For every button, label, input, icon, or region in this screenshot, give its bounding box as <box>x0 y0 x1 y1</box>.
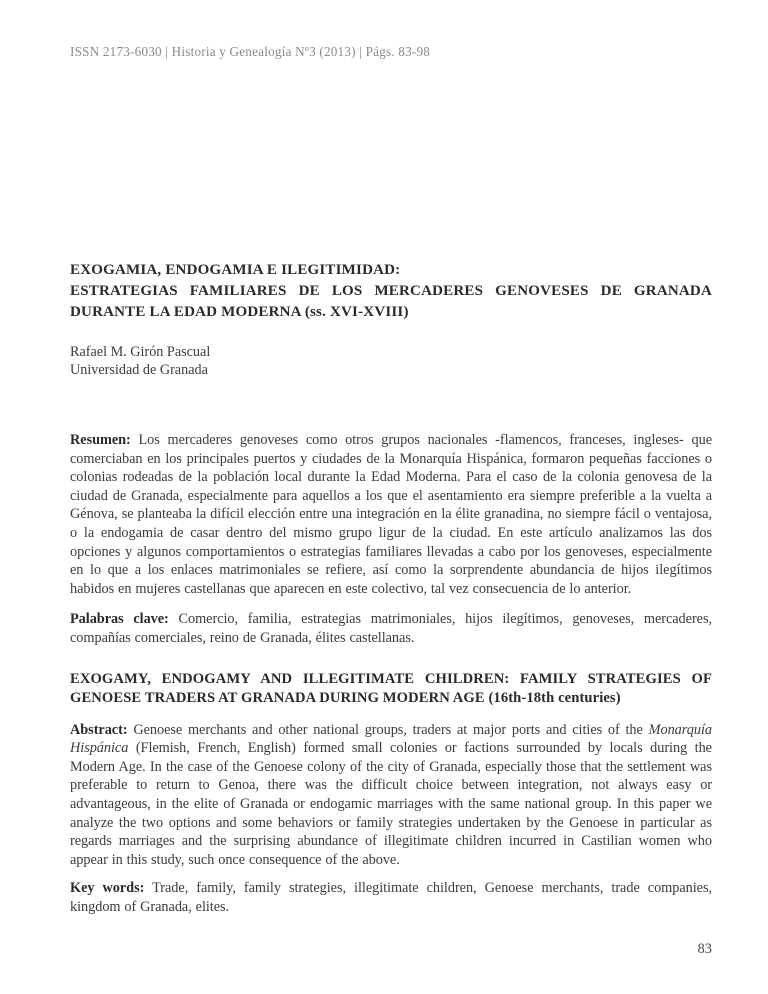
author-name: Rafael M. Girón Pascual <box>70 344 211 360</box>
journal-issn-header: ISSN 2173-6030 | Historia y Genealogía Nº3 (2013) | Págs. 83-98 <box>70 44 431 59</box>
article-title-es-line2: ESTRATEGIAS FAMILIARES DE LOS MERCADERES GENOVESES DE GRANADA DURANTE LA EDAD MODERNA (ss. XVI-XVIII) <box>70 283 712 320</box>
palabras-clave-paragraph <box>70 610 712 647</box>
article-title-es <box>70 260 712 323</box>
abstract-text-post: (Flemish, French, English) formed small colonies or factions surrounded by locals during the Modern Age. In the case of the Genoese colony of the city of Granada, especially those that the settlement was preferable to return to Genoa, there was the difficult choice between integration, not always easy or advantageous, in the elite of Granada or endogamic marriages with the same national group. In this paper we analyze the two options and some behaviors or family strategies undertaken by the Genoese in particular as regards marriages and the surprising abundance of illegitimate children incurred in Castilian women who appear in this study, such once consequence of the above. <box>70 740 712 868</box>
abstract-text-pre: Genoese merchants and other national groups, traders at major ports and cities of the <box>133 721 643 738</box>
article-title-en: EXOGAMY, ENDOGAMY AND ILLEGITIMATE CHILDREN: FAMILY STRATEGIES OF GENOESE TRADERS AT GRANADA DURING MODERN AGE (16th-18th centuries) <box>70 670 712 707</box>
abstract-label: Abstract: <box>70 721 128 738</box>
abstract-paragraph <box>70 721 712 870</box>
resumen-label: Resumen: <box>70 432 131 448</box>
resumen-text: Los mercaderes genoveses como otros grupos nacionales -flamencos, franceses, ingleses- que comerciaban en los principales puertos y ciudades de la Monarquía Hispánica, formaron pequeñas facciones o colonias rodeadas de la población local durante la Edad Moderna. Para el caso de la colonia genovesa de la ciudad de Granada, especialmente para aquellos a los que el asentamiento era siempre preferible a la vuelta a Génova, se planteaba la difícil elección entre una integración en la élite granadina, no siempre fácil o ventajosa, o la endogamia de casar dentro del mismo grupo ligur de la ciudad. En este artículo analizamos las dos opciones y algunos comportamientos o estrategias familiares llevadas a cabo por los genoveses, especialmente en lo que a los enlaces matrimoniales se refiere, así como la sorprendente abundancia de hijos ilegítimos habidos en mujeres castellanas que aparecen en este colectivo, tal vez consecuencia de lo anterior. <box>70 432 712 597</box>
author-affiliation: Universidad de Granada <box>70 362 208 378</box>
keywords-label: Key words: <box>70 880 145 897</box>
article-title-es-line1: EXOGAMIA, ENDOGAMIA E ILEGITIMIDAD: <box>70 262 401 278</box>
palabras-clave-text: Comercio, familia, estrategias matrimoniales, hijos ilegítimos, genoveses, mercaderes, compañías comerciales, reino de Granada, élites castellanas. <box>70 611 712 646</box>
resumen-paragraph <box>70 431 712 598</box>
abstract-italic-phrase: Monarquía Hispánica <box>70 721 712 757</box>
page-number: 83 <box>697 941 712 957</box>
palabras-clave-label: Palabras clave: <box>70 611 169 628</box>
keywords-paragraph <box>70 879 712 916</box>
author-block <box>70 343 712 379</box>
keywords-text: Trade, family, family strategies, illegitimate children, Genoese merchants, trade companies, kingdom of Granada, elites. <box>70 880 712 915</box>
